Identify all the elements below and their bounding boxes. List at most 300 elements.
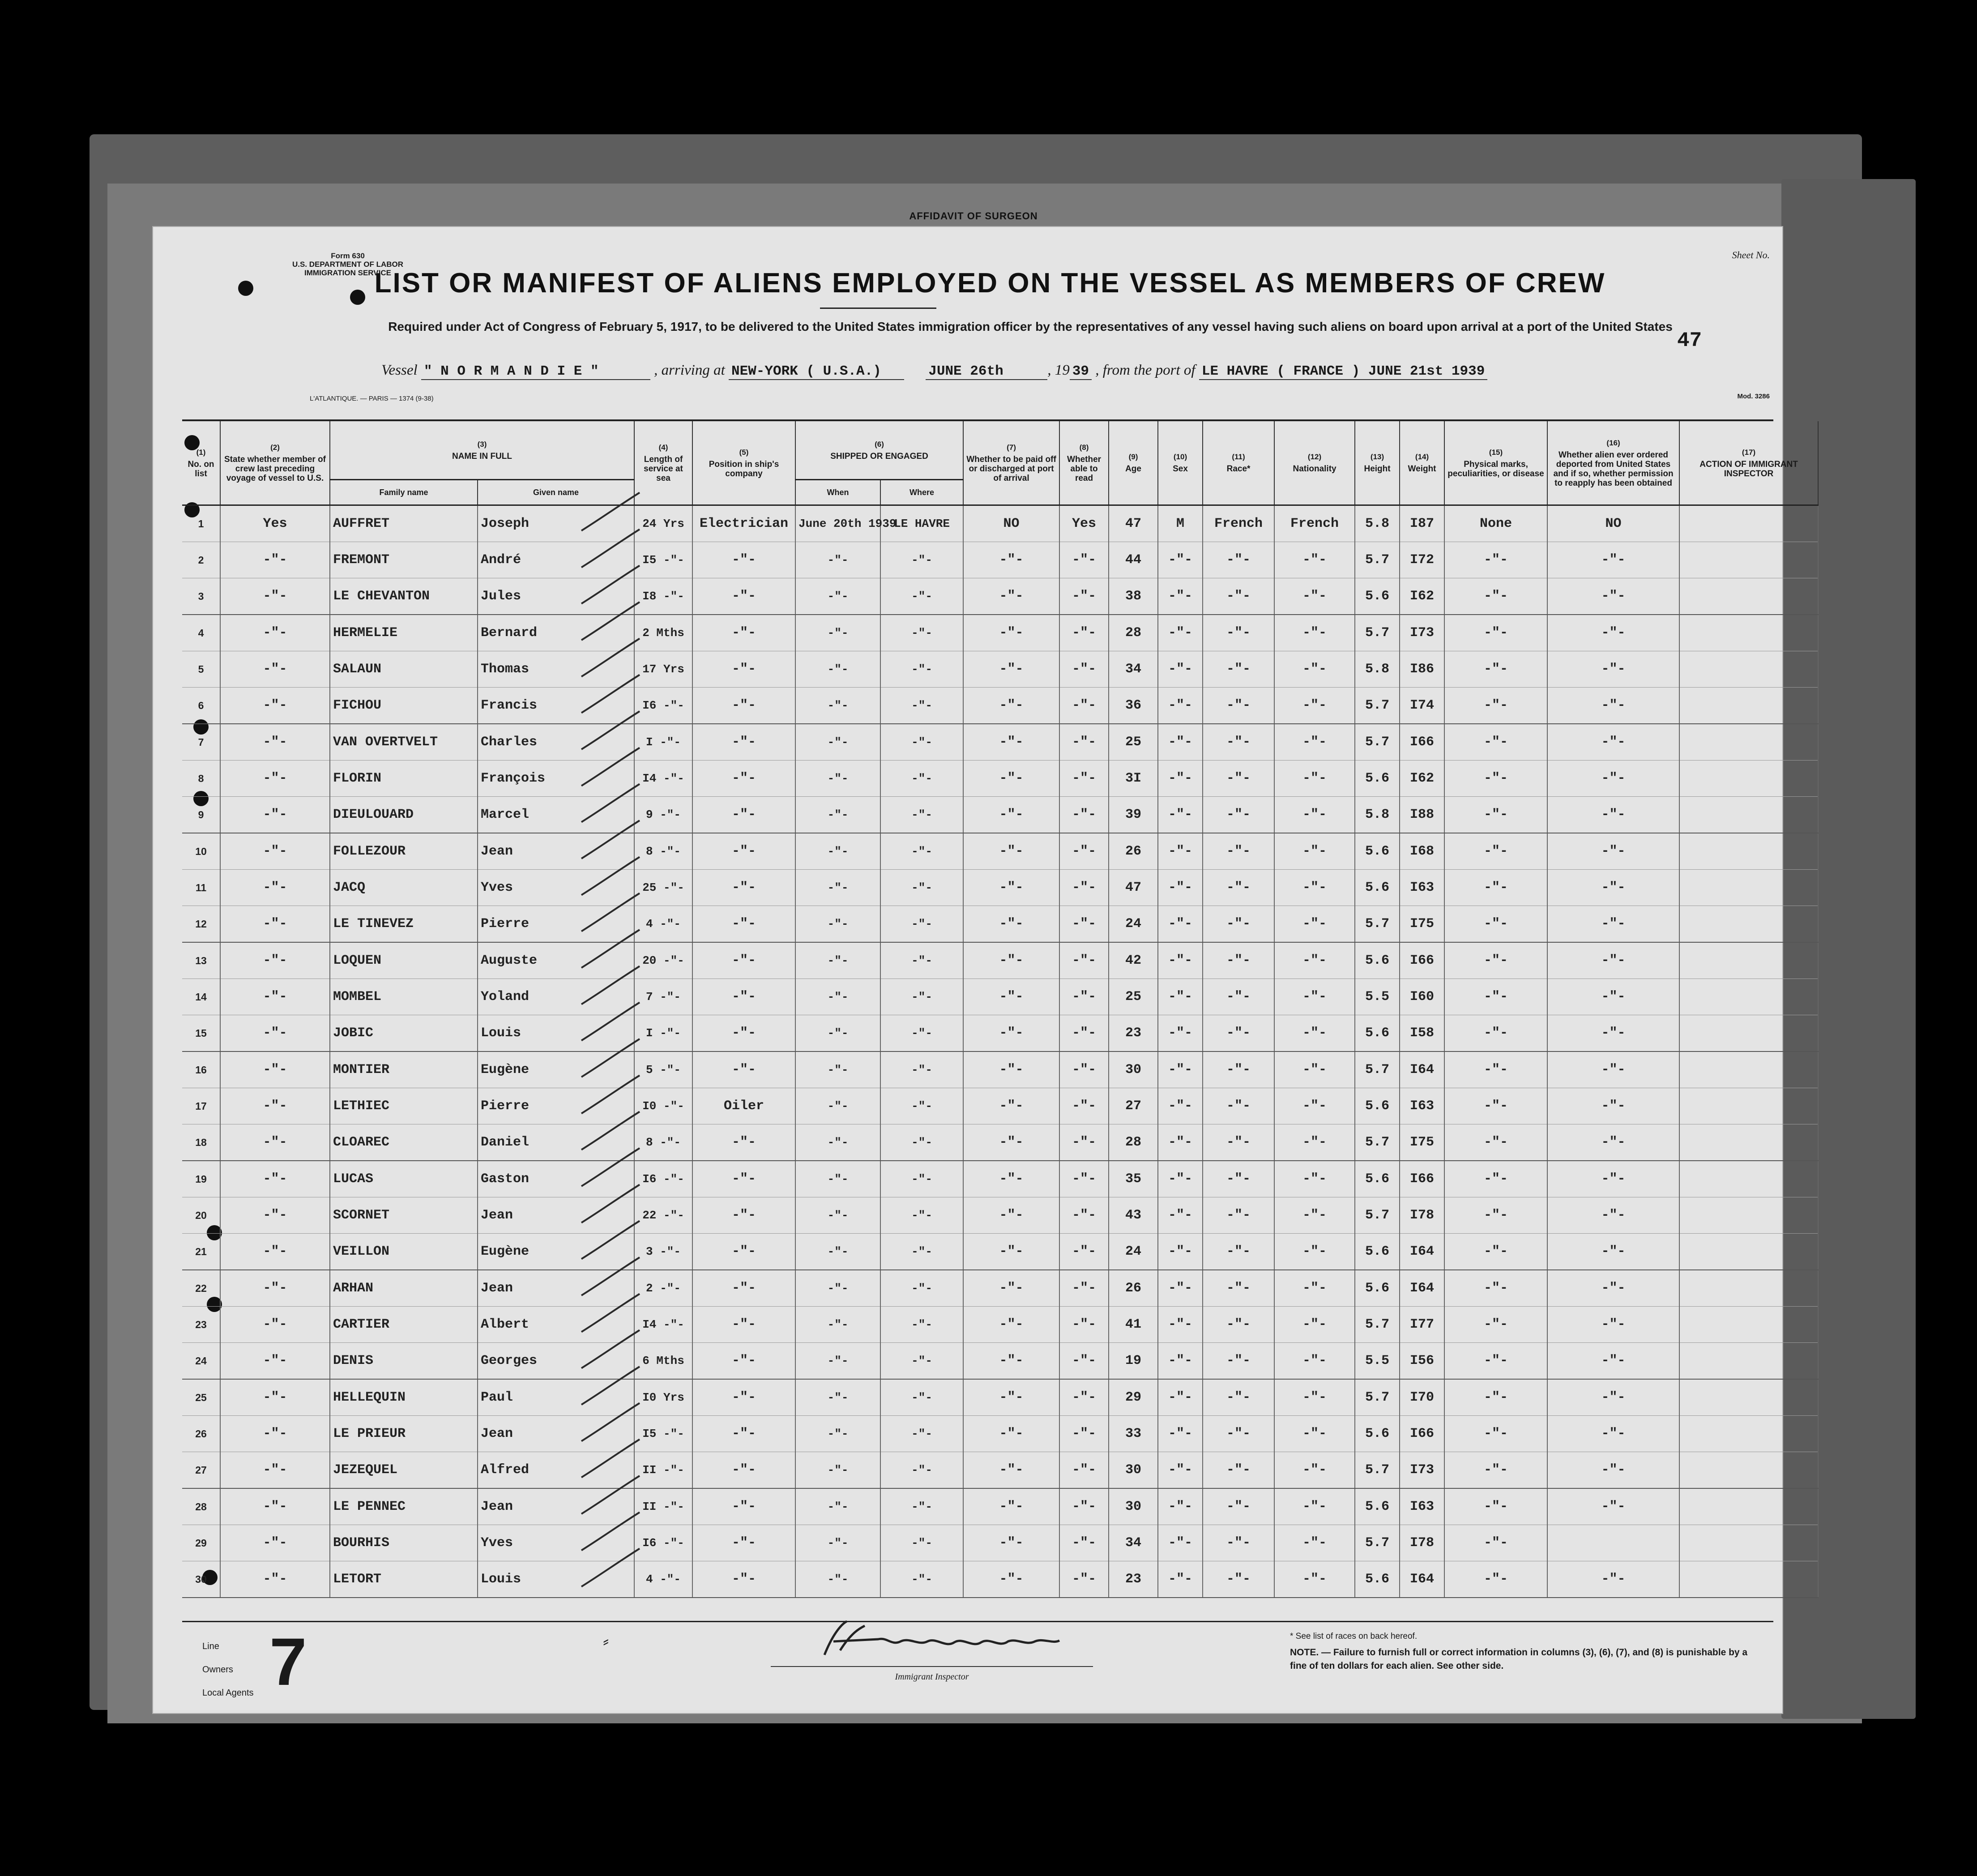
cell-position: -"-: [692, 1051, 795, 1088]
cell-paid-off: -"-: [963, 870, 1059, 906]
cell-age: 24: [1109, 1234, 1158, 1270]
cell-age: 30: [1109, 1051, 1158, 1088]
cell-age: 41: [1109, 1307, 1158, 1343]
cell-shipped-when: -"-: [795, 1307, 880, 1343]
cell-weight: I64: [1400, 1051, 1444, 1088]
cell-able-to-read: -"-: [1059, 1124, 1109, 1161]
cell-race: -"-: [1203, 833, 1274, 870]
races-footnote: * See list of races on back hereof.: [1290, 1632, 1418, 1641]
cell-paid-off: -"-: [963, 615, 1059, 651]
cell-paid-off: -"-: [963, 1452, 1059, 1489]
cell-physical-marks: -"-: [1444, 761, 1547, 797]
cell-height: 5.7: [1355, 1307, 1400, 1343]
cell-height: 5.7: [1355, 615, 1400, 651]
cell-age: 26: [1109, 1270, 1158, 1307]
cell-given-name: Jean: [478, 833, 634, 870]
cell-able-to-read: -"-: [1059, 906, 1109, 943]
cell-shipped-where: -"-: [880, 1270, 963, 1307]
cell-given-name: Albert: [478, 1307, 634, 1343]
cell-position: -"-: [692, 870, 795, 906]
cell-age: 3I: [1109, 761, 1158, 797]
table-row: [182, 1452, 1818, 1489]
cell-position: -"-: [692, 942, 795, 979]
cell-physical-marks: -"-: [1444, 979, 1547, 1015]
table-header-row: [182, 421, 1818, 480]
inspector-signature: [816, 1615, 1066, 1664]
cell-physical-marks: -"-: [1444, 1452, 1547, 1489]
cell-service-length: I6 -"-: [634, 688, 692, 724]
cell-nationality: -"-: [1274, 1051, 1355, 1088]
cell-shipped-where: -"-: [880, 1197, 963, 1234]
cell-given-name: Pierre: [478, 906, 634, 943]
cell-shipped-when: -"-: [795, 1416, 880, 1452]
cell-shipped-when: -"-: [795, 870, 880, 906]
table-row: [182, 1488, 1818, 1525]
cell-service-length: 17 Yrs: [634, 651, 692, 688]
table-row: [182, 797, 1818, 833]
cell-nationality: -"-: [1274, 1197, 1355, 1234]
cell-given-name: Paul: [478, 1379, 634, 1416]
cell-row-number: 17: [182, 1088, 220, 1124]
cell-sex: -"-: [1158, 1307, 1203, 1343]
cell-race: -"-: [1203, 1452, 1274, 1489]
cell-sex: -"-: [1158, 906, 1203, 943]
col-header-height: (13) Height: [1355, 421, 1400, 505]
cell-deported: -"-: [1547, 542, 1679, 578]
cell-inspector-action: [1679, 615, 1818, 651]
cell-weight: I78: [1400, 1197, 1444, 1234]
cell-family-name: LE TINEVEZ: [330, 906, 478, 943]
cell-service-length: I5 -"-: [634, 1416, 692, 1452]
cell-shipped-when: -"-: [795, 542, 880, 578]
cell-inspector-action: [1679, 1088, 1818, 1124]
cell-given-name: Thomas: [478, 651, 634, 688]
cell-shipped-when: -"-: [795, 578, 880, 615]
cell-shipped-where: -"-: [880, 1088, 963, 1124]
cell-nationality: -"-: [1274, 688, 1355, 724]
cell-previous-voyage: -"-: [220, 542, 330, 578]
form-mod-number: Mod. 3286: [1737, 393, 1770, 400]
line-label: Line: [202, 1641, 219, 1651]
cell-height: 5.6: [1355, 1488, 1400, 1525]
cell-able-to-read: -"-: [1059, 542, 1109, 578]
cell-able-to-read: -"-: [1059, 1561, 1109, 1598]
cell-age: 39: [1109, 797, 1158, 833]
footer-labels: [202, 1635, 254, 1705]
cell-weight: I78: [1400, 1525, 1444, 1561]
cell-age: 25: [1109, 724, 1158, 761]
cell-shipped-when: -"-: [795, 979, 880, 1015]
cell-service-length: I6 -"-: [634, 1525, 692, 1561]
cell-given-name: Francis: [478, 688, 634, 724]
cell-family-name: MONTIER: [330, 1051, 478, 1088]
cell-race: -"-: [1203, 1416, 1274, 1452]
cell-race: -"-: [1203, 1561, 1274, 1598]
table-row: [182, 1197, 1818, 1234]
cell-family-name: FREMONT: [330, 542, 478, 578]
cell-height: 5.7: [1355, 542, 1400, 578]
cell-previous-voyage: -"-: [220, 1379, 330, 1416]
cell-paid-off: -"-: [963, 1561, 1059, 1598]
cell-weight: I73: [1400, 615, 1444, 651]
arrival-date: JUNE 26th: [926, 363, 1047, 380]
printer-mark: L'ATLANTIQUE. — PARIS — 1374 (9-38): [310, 395, 434, 402]
cell-nationality: -"-: [1274, 1161, 1355, 1197]
cell-deported: -"-: [1547, 1343, 1679, 1380]
cell-inspector-action: [1679, 688, 1818, 724]
cell-paid-off: -"-: [963, 1488, 1059, 1525]
cell-physical-marks: -"-: [1444, 578, 1547, 615]
cell-paid-off: NO: [963, 505, 1059, 542]
cell-position: -"-: [692, 906, 795, 943]
cell-shipped-where: -"-: [880, 942, 963, 979]
cell-family-name: BOURHIS: [330, 1525, 478, 1561]
punch-hole: [238, 281, 253, 296]
cell-shipped-where: -"-: [880, 797, 963, 833]
cell-deported: -"-: [1547, 761, 1679, 797]
table-row: [182, 1234, 1818, 1270]
cell-row-number: 30: [182, 1561, 220, 1598]
cell-nationality: -"-: [1274, 1124, 1355, 1161]
cell-row-number: 24: [182, 1343, 220, 1380]
page-number: 47: [1677, 329, 1702, 352]
cell-height: 5.8: [1355, 797, 1400, 833]
cell-previous-voyage: -"-: [220, 1051, 330, 1088]
vessel-name: " N O R M A N D I E ": [421, 363, 650, 380]
cell-position: -"-: [692, 651, 795, 688]
cell-previous-voyage: -"-: [220, 906, 330, 943]
table-row: [182, 1561, 1818, 1598]
cell-inspector-action: [1679, 1307, 1818, 1343]
cell-age: 34: [1109, 651, 1158, 688]
manifest-page: [152, 226, 1798, 1714]
cell-able-to-read: -"-: [1059, 870, 1109, 906]
cell-position: -"-: [692, 1488, 795, 1525]
cell-nationality: -"-: [1274, 578, 1355, 615]
cell-given-name: Eugène: [478, 1234, 634, 1270]
cell-row-number: 14: [182, 979, 220, 1015]
table-row: [182, 1161, 1818, 1197]
cell-race: -"-: [1203, 906, 1274, 943]
cell-given-name: Charles: [478, 724, 634, 761]
cell-paid-off: -"-: [963, 1270, 1059, 1307]
cell-weight: I63: [1400, 1488, 1444, 1525]
cell-shipped-where: -"-: [880, 615, 963, 651]
cell-given-name: Georges: [478, 1343, 634, 1380]
cell-row-number: 27: [182, 1452, 220, 1489]
cell-nationality: -"-: [1274, 724, 1355, 761]
cell-race: -"-: [1203, 797, 1274, 833]
from-port-label: , from the port of: [1095, 362, 1196, 378]
cell-inspector-action: [1679, 651, 1818, 688]
cell-service-length: I0 Yrs: [634, 1379, 692, 1416]
cell-height: 5.6: [1355, 1270, 1400, 1307]
cell-nationality: -"-: [1274, 1088, 1355, 1124]
cell-shipped-where: -"-: [880, 833, 963, 870]
cell-age: 42: [1109, 942, 1158, 979]
cell-sex: -"-: [1158, 1015, 1203, 1052]
cell-row-number: 2: [182, 542, 220, 578]
cell-age: 24: [1109, 906, 1158, 943]
cell-physical-marks: -"-: [1444, 1488, 1547, 1525]
cell-row-number: 10: [182, 833, 220, 870]
cell-height: 5.6: [1355, 942, 1400, 979]
cell-given-name: Jean: [478, 1416, 634, 1452]
cell-height: 5.7: [1355, 906, 1400, 943]
cell-paid-off: -"-: [963, 1343, 1059, 1380]
cell-position: -"-: [692, 1197, 795, 1234]
cell-shipped-where: LE HAVRE: [880, 505, 963, 542]
cell-age: 47: [1109, 870, 1158, 906]
cell-given-name: Auguste: [478, 942, 634, 979]
cell-family-name: HELLEQUIN: [330, 1379, 478, 1416]
cell-service-length: I0 -"-: [634, 1088, 692, 1124]
cell-deported: -"-: [1547, 1015, 1679, 1052]
cell-shipped-where: -"-: [880, 1343, 963, 1380]
cell-height: 5.6: [1355, 870, 1400, 906]
cell-physical-marks: -"-: [1444, 1379, 1547, 1416]
cell-service-length: 25 -"-: [634, 870, 692, 906]
table-row: [182, 505, 1818, 542]
cell-inspector-action: [1679, 1525, 1818, 1561]
cell-weight: I56: [1400, 1343, 1444, 1380]
col-header-nationality: (12) Nationality: [1274, 421, 1355, 505]
cell-deported: -"-: [1547, 870, 1679, 906]
cell-weight: I75: [1400, 1124, 1444, 1161]
cell-position: -"-: [692, 615, 795, 651]
cell-deported: -"-: [1547, 942, 1679, 979]
cell-shipped-when: -"-: [795, 1197, 880, 1234]
cell-race: -"-: [1203, 724, 1274, 761]
cell-weight: I60: [1400, 979, 1444, 1015]
cell-service-length: 8 -"-: [634, 833, 692, 870]
cell-able-to-read: -"-: [1059, 651, 1109, 688]
cell-previous-voyage: -"-: [220, 1124, 330, 1161]
cell-family-name: LETORT: [330, 1561, 478, 1598]
cell-paid-off: -"-: [963, 651, 1059, 688]
cell-previous-voyage: -"-: [220, 651, 330, 688]
cell-nationality: -"-: [1274, 542, 1355, 578]
cell-shipped-where: -"-: [880, 578, 963, 615]
page-title: LIST OR MANIFEST OF ALIENS EMPLOYED ON THE VESSEL AS MEMBERS OF CREW: [374, 268, 1606, 299]
cell-physical-marks: -"-: [1444, 542, 1547, 578]
cell-nationality: French: [1274, 505, 1355, 542]
cell-position: -"-: [692, 688, 795, 724]
cell-shipped-where: -"-: [880, 870, 963, 906]
cell-height: 5.6: [1355, 1234, 1400, 1270]
signature-line: [771, 1666, 1093, 1667]
cell-row-number: 12: [182, 906, 220, 943]
sheet-number-label: Sheet No.: [1732, 249, 1770, 261]
cell-physical-marks: -"-: [1444, 1416, 1547, 1452]
cell-inspector-action: [1679, 1343, 1818, 1380]
cell-physical-marks: -"-: [1444, 797, 1547, 833]
cell-age: 47: [1109, 505, 1158, 542]
cell-inspector-action: [1679, 906, 1818, 943]
col-header-weight: (14) Weight: [1400, 421, 1444, 505]
cell-able-to-read: -"-: [1059, 1488, 1109, 1525]
cell-paid-off: -"-: [963, 797, 1059, 833]
cell-weight: I68: [1400, 833, 1444, 870]
cell-shipped-where: -"-: [880, 651, 963, 688]
cell-height: 5.8: [1355, 651, 1400, 688]
cell-nationality: -"-: [1274, 1379, 1355, 1416]
cell-height: 5.7: [1355, 1197, 1400, 1234]
cell-deported: -"-: [1547, 688, 1679, 724]
cell-shipped-when: -"-: [795, 1161, 880, 1197]
cell-family-name: HERMELIE: [330, 615, 478, 651]
cell-given-name: Yves: [478, 1525, 634, 1561]
cell-paid-off: -"-: [963, 542, 1059, 578]
cell-weight: I64: [1400, 1270, 1444, 1307]
table-row: [182, 1124, 1818, 1161]
cell-shipped-where: -"-: [880, 1161, 963, 1197]
cell-shipped-where: -"-: [880, 1379, 963, 1416]
cell-weight: I77: [1400, 1307, 1444, 1343]
cell-height: 5.7: [1355, 688, 1400, 724]
cell-weight: I88: [1400, 797, 1444, 833]
cell-position: -"-: [692, 1161, 795, 1197]
cell-able-to-read: -"-: [1059, 1379, 1109, 1416]
cell-weight: I86: [1400, 651, 1444, 688]
cell-inspector-action: [1679, 542, 1818, 578]
table-row: [182, 1088, 1818, 1124]
cell-service-length: 7 -"-: [634, 979, 692, 1015]
cell-position: -"-: [692, 1343, 795, 1380]
cell-previous-voyage: -"-: [220, 761, 330, 797]
cell-service-length: I4 -"-: [634, 761, 692, 797]
cell-row-number: 29: [182, 1525, 220, 1561]
cell-previous-voyage: -"-: [220, 942, 330, 979]
col-header-race: (11) Race*: [1203, 421, 1274, 505]
cell-able-to-read: -"-: [1059, 1270, 1109, 1307]
cell-paid-off: -"-: [963, 688, 1059, 724]
cell-position: -"-: [692, 1234, 795, 1270]
cell-race: French: [1203, 505, 1274, 542]
cell-inspector-action: [1679, 1270, 1818, 1307]
cell-shipped-where: -"-: [880, 724, 963, 761]
col-header-where: Where: [880, 480, 963, 505]
table-row: [182, 724, 1818, 761]
cell-given-name: Daniel: [478, 1124, 634, 1161]
cell-physical-marks: -"-: [1444, 1124, 1547, 1161]
cell-physical-marks: -"-: [1444, 1343, 1547, 1380]
cell-position: -"-: [692, 797, 795, 833]
cell-service-length: 22 -"-: [634, 1197, 692, 1234]
cell-nationality: -"-: [1274, 1343, 1355, 1380]
table-row: [182, 870, 1818, 906]
cell-family-name: CARTIER: [330, 1307, 478, 1343]
cell-service-length: 3 -"-: [634, 1234, 692, 1270]
cell-row-number: 25: [182, 1379, 220, 1416]
table-row: [182, 1015, 1818, 1052]
cell-physical-marks: -"-: [1444, 1051, 1547, 1088]
cell-physical-marks: -"-: [1444, 1161, 1547, 1197]
cell-row-number: 7: [182, 724, 220, 761]
cell-weight: I70: [1400, 1379, 1444, 1416]
cell-row-number: 4: [182, 615, 220, 651]
cell-weight: I64: [1400, 1561, 1444, 1598]
cell-able-to-read: -"-: [1059, 1234, 1109, 1270]
cell-paid-off: -"-: [963, 1124, 1059, 1161]
cell-row-number: 16: [182, 1051, 220, 1088]
cell-sex: -"-: [1158, 797, 1203, 833]
cell-nationality: -"-: [1274, 1525, 1355, 1561]
cell-family-name: DIEULOUARD: [330, 797, 478, 833]
cell-service-length: I -"-: [634, 724, 692, 761]
cell-height: 5.5: [1355, 979, 1400, 1015]
cell-service-length: I5 -"-: [634, 542, 692, 578]
cell-shipped-when: -"-: [795, 1270, 880, 1307]
cell-row-number: 28: [182, 1488, 220, 1525]
table-row: [182, 1051, 1818, 1088]
cell-position: -"-: [692, 1561, 795, 1598]
cell-height: 5.6: [1355, 1088, 1400, 1124]
col-header-position: (5) Position in ship's company: [692, 421, 795, 505]
cell-deported: -"-: [1547, 1234, 1679, 1270]
table-row: [182, 651, 1818, 688]
col-header-when: When: [795, 480, 880, 505]
cell-family-name: MOMBEL: [330, 979, 478, 1015]
crew-table-body: [182, 505, 1818, 1598]
cell-height: 5.6: [1355, 833, 1400, 870]
cell-sex: -"-: [1158, 1343, 1203, 1380]
cell-inspector-action: [1679, 505, 1818, 542]
cell-paid-off: -"-: [963, 942, 1059, 979]
cell-paid-off: -"-: [963, 578, 1059, 615]
cell-height: 5.6: [1355, 761, 1400, 797]
cell-row-number: 9: [182, 797, 220, 833]
cell-sex: -"-: [1158, 833, 1203, 870]
cell-service-length: I4 -"-: [634, 1307, 692, 1343]
cell-inspector-action: [1679, 1234, 1818, 1270]
cell-shipped-where: -"-: [880, 761, 963, 797]
cell-age: 43: [1109, 1197, 1158, 1234]
cell-given-name: Jean: [478, 1197, 634, 1234]
cell-shipped-where: -"-: [880, 1488, 963, 1525]
cell-previous-voyage: -"-: [220, 1452, 330, 1489]
cell-race: -"-: [1203, 1379, 1274, 1416]
cell-family-name: LETHIEC: [330, 1088, 478, 1124]
table-row: [182, 578, 1818, 615]
cell-paid-off: -"-: [963, 724, 1059, 761]
cell-family-name: SALAUN: [330, 651, 478, 688]
cell-nationality: -"-: [1274, 1270, 1355, 1307]
cell-previous-voyage: -"-: [220, 1088, 330, 1124]
cell-physical-marks: -"-: [1444, 688, 1547, 724]
col-header-shipped: (6) SHIPPED OR ENGAGED: [795, 421, 963, 480]
cell-inspector-action: [1679, 1379, 1818, 1416]
cell-able-to-read: -"-: [1059, 833, 1109, 870]
cell-height: 5.7: [1355, 1525, 1400, 1561]
cell-row-number: 8: [182, 761, 220, 797]
cell-position: -"-: [692, 1124, 795, 1161]
cell-paid-off: -"-: [963, 1051, 1059, 1088]
cell-shipped-where: -"-: [880, 1234, 963, 1270]
cell-service-length: 4 -"-: [634, 1561, 692, 1598]
cell-service-length: 8 -"-: [634, 1124, 692, 1161]
cell-row-number: 26: [182, 1416, 220, 1452]
line-number: 7: [269, 1624, 307, 1699]
cell-nationality: -"-: [1274, 1488, 1355, 1525]
table-row: [182, 542, 1818, 578]
cell-race: -"-: [1203, 1270, 1274, 1307]
table-row: [182, 979, 1818, 1015]
cell-previous-voyage: -"-: [220, 833, 330, 870]
cell-sex: -"-: [1158, 870, 1203, 906]
cell-sex: -"-: [1158, 942, 1203, 979]
cell-previous-voyage: -"-: [220, 1561, 330, 1598]
